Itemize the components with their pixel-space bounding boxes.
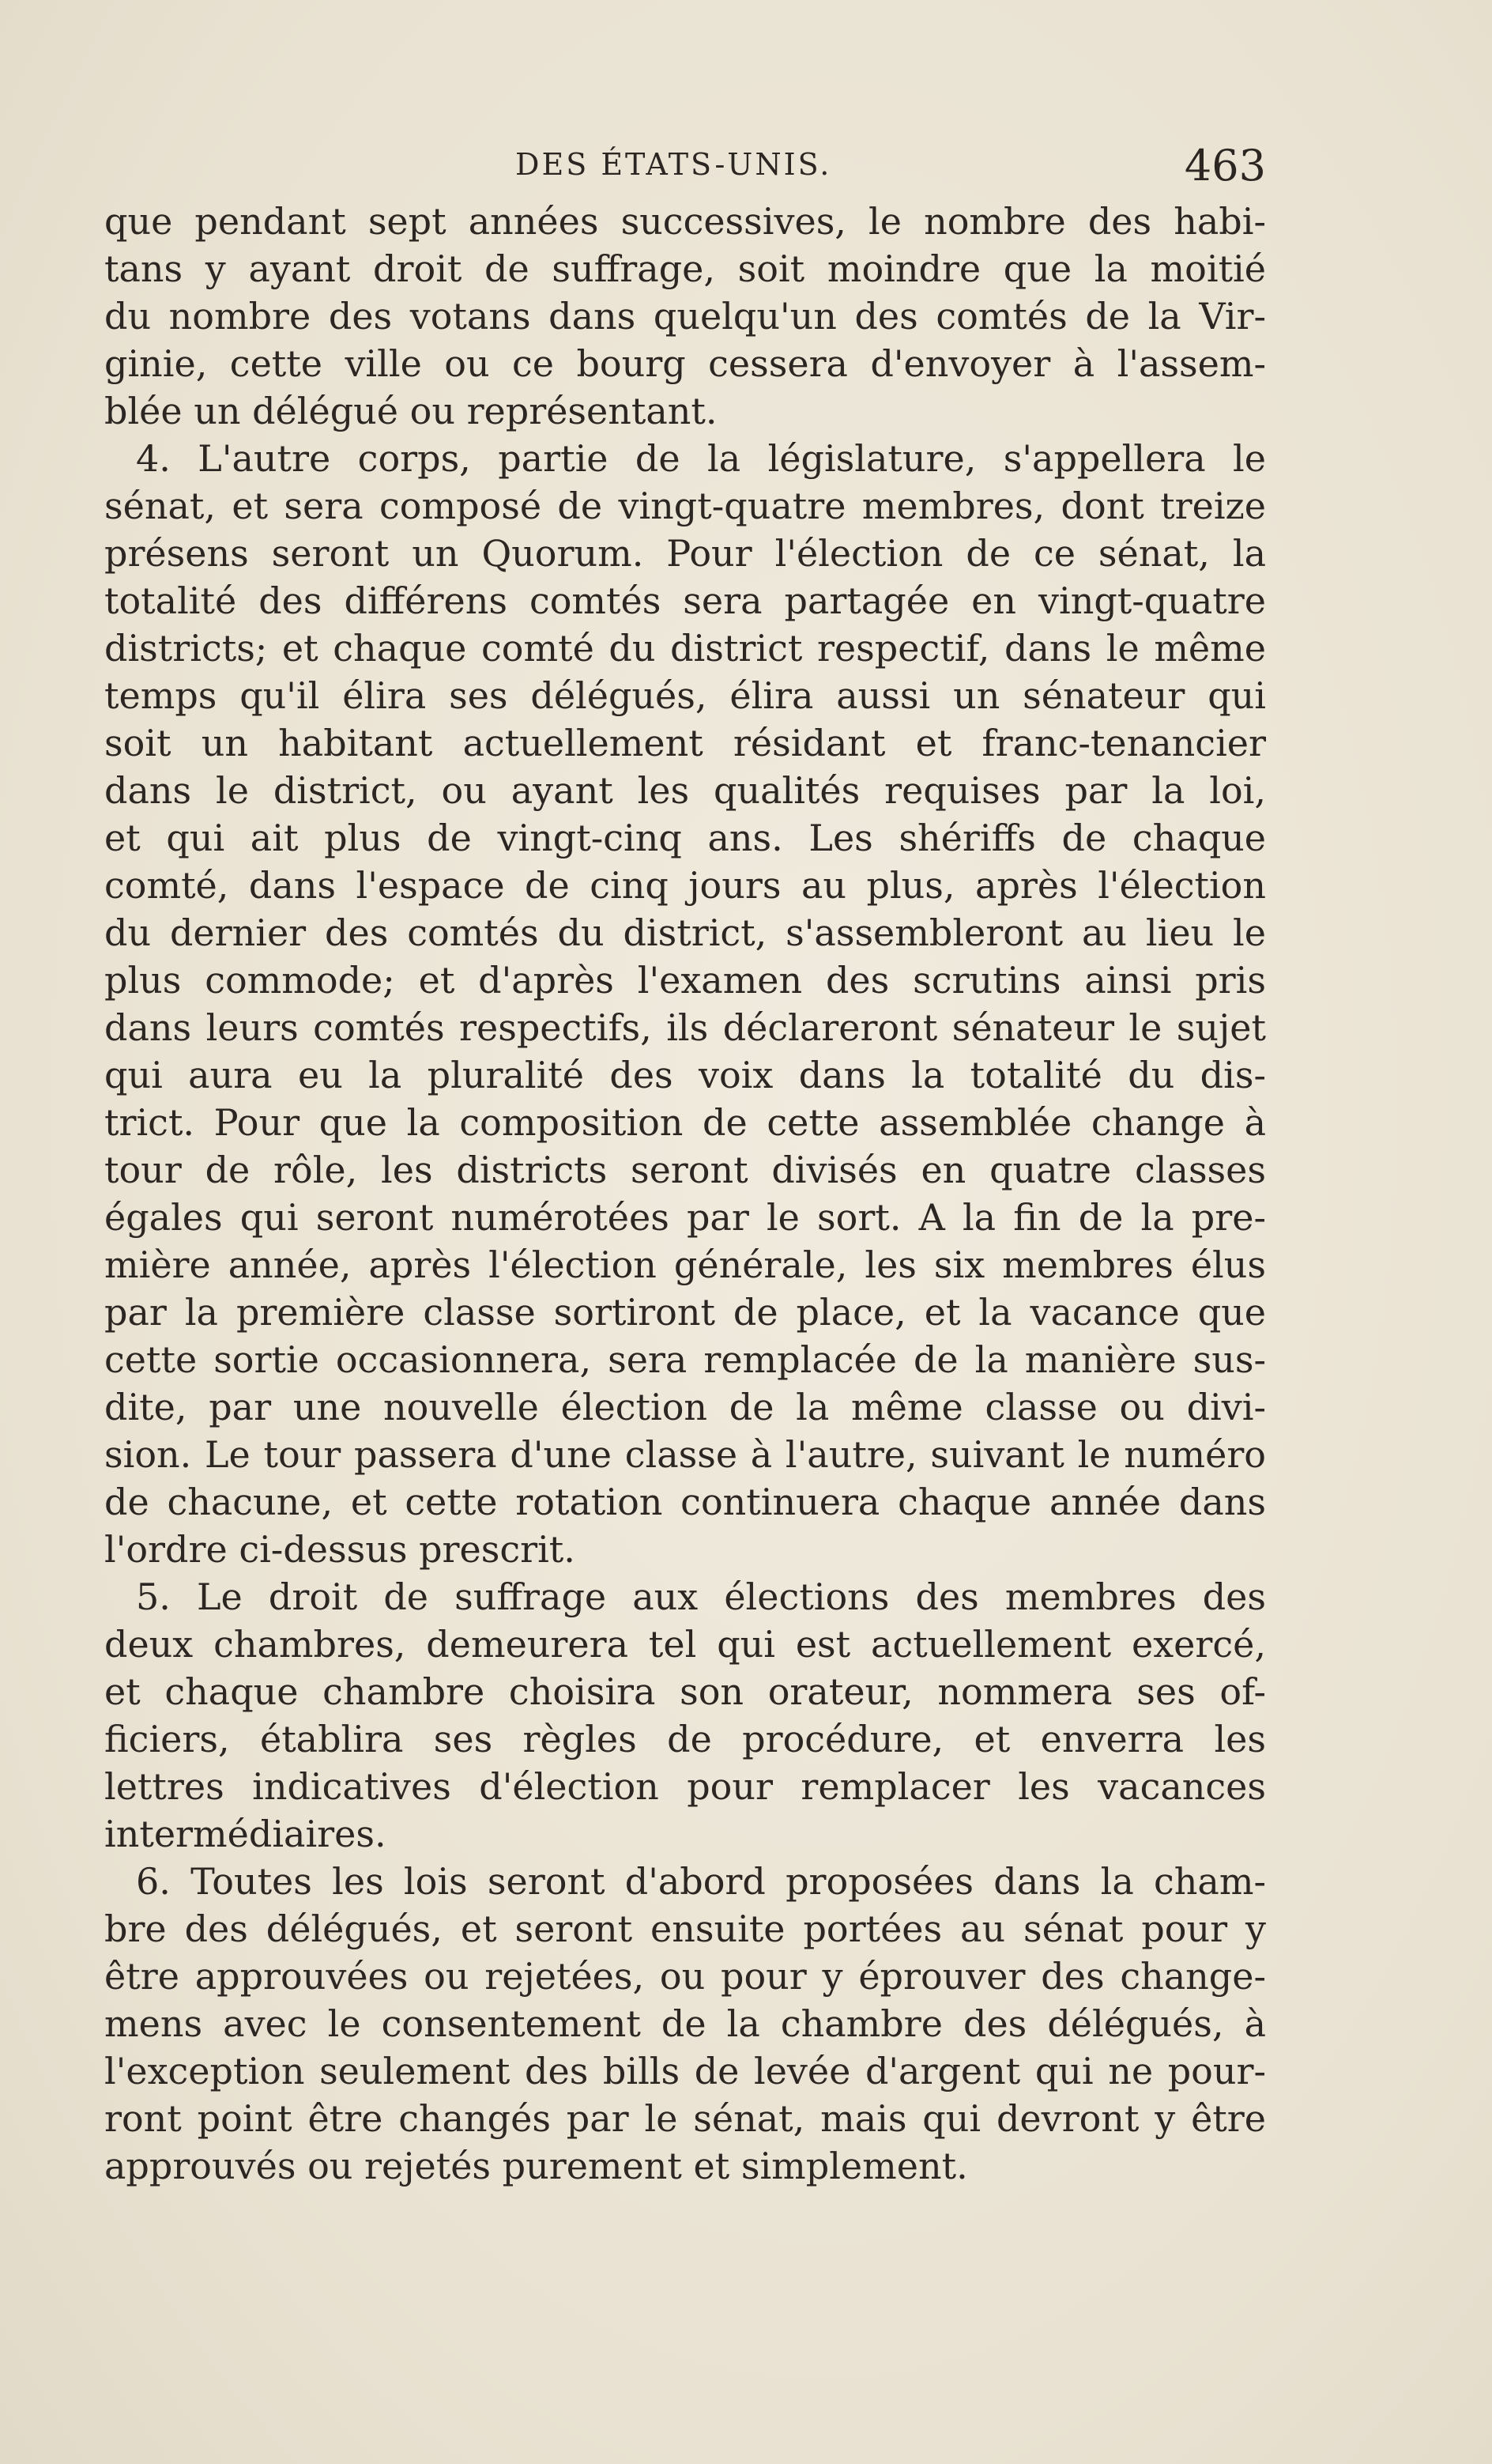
text-line: présens seront un Quorum. Pour l'élection de ce sénat, la <box>104 532 1266 575</box>
running-head: DES ÉTATS-UNIS. <box>515 147 832 182</box>
text-line: blée un délégué ou représentant. <box>104 390 718 432</box>
text-line: mière année, après l'élection générale, les six membres élus <box>104 1243 1266 1286</box>
text-line: ficiers, établira ses règles de procédure, et enverra les <box>104 1718 1266 1760</box>
text-line: dans le district, ou ayant les qualités requises par la loi, <box>104 769 1266 812</box>
text-line: mens avec le consentement de la chambre des délégués, à <box>104 2002 1266 2045</box>
text-line: temps qu'il élira ses délégués, élira aussi un sénateur qui <box>104 674 1266 717</box>
text-line: l'ordre ci-dessus prescrit. <box>104 1528 575 1571</box>
text-line: trict. Pour que la composition de cette assemblée change à <box>104 1101 1266 1144</box>
text-line: 6. Toutes les lois seront d'abord proposées dans la cham- <box>136 1860 1266 1903</box>
text-line: ront point être changés par le sénat, mais qui devront y être <box>104 2097 1266 2140</box>
text-line: tans y ayant droit de suffrage, soit moindre que la moitié <box>104 247 1266 290</box>
text-line: deux chambres, demeurera tel qui est actuellement exercé, <box>104 1623 1266 1666</box>
text-line: dans leurs comtés respectifs, ils déclareront sénateur le sujet <box>104 1006 1266 1049</box>
text-line: soit un habitant actuellement résidant et franc-tenancier <box>104 722 1266 764</box>
text-line: 4. L'autre corps, partie de la législature, s'appellera le <box>136 437 1266 480</box>
text-line: lettres indicatives d'élection pour remplacer les vacances <box>104 1765 1266 1808</box>
text-line: dite, par une nouvelle élection de la même classe ou divi- <box>104 1386 1266 1428</box>
page-number: 463 <box>1184 141 1266 191</box>
text-line: que pendant sept années successives, le nombre des habi- <box>104 200 1266 243</box>
text-line: de chacune, et cette rotation continuera chaque année dans <box>104 1481 1266 1523</box>
page-header <box>104 141 1266 196</box>
text-line: bre des délégués, et seront ensuite portées au sénat pour y <box>104 1907 1266 1950</box>
text-line: districts; et chaque comté du district respectif, dans le même <box>104 627 1266 670</box>
text-line: par la première classe sortiront de place, et la vacance que <box>104 1291 1266 1334</box>
text-line: sénat, et sera composé de vingt-quatre membres, dont treize <box>104 485 1266 527</box>
text-line: qui aura eu la pluralité des voix dans la totalité du dis- <box>104 1054 1266 1096</box>
text-line: et qui ait plus de vingt-cinq ans. Les shériffs de chaque <box>104 817 1266 859</box>
text-line: être approuvées ou rejetées, ou pour y éprouver des change- <box>104 1955 1266 1998</box>
text-line: du dernier des comtés du district, s'assembleront au lieu le <box>104 911 1266 954</box>
text-line: l'exception seulement des bills de levée d'argent qui ne pour- <box>104 2050 1266 2092</box>
text-line: plus commode; et d'après l'examen des scrutins ainsi pris <box>104 959 1266 1002</box>
text-line: tour de rôle, les districts seront divisés en quatre classes <box>104 1149 1266 1191</box>
text-line: approuvés ou rejetés purement et simplement. <box>104 2145 968 2187</box>
text-line: sion. Le tour passera d'une classe à l'autre, suivant le numéro <box>104 1433 1266 1476</box>
text-line: intermédiaires. <box>104 1813 386 1855</box>
text-line: 5. Le droit de suffrage aux élections des membres des <box>136 1575 1266 1618</box>
text-line: totalité des différens comtés sera partagée en vingt-quatre <box>104 579 1266 622</box>
text-line: comté, dans l'espace de cinq jours au plus, après l'élection <box>104 864 1266 907</box>
text-line: et chaque chambre choisira son orateur, nommera ses of- <box>104 1670 1266 1713</box>
text-line: du nombre des votans dans quelqu'un des comtés de la Vir- <box>104 295 1266 338</box>
body-text <box>104 198 1266 2190</box>
text-line: ginie, cette ville ou ce bourg cessera d'envoyer à l'assem- <box>104 342 1266 385</box>
text-line: égales qui seront numérotées par le sort. A la fin de la pre- <box>104 1196 1266 1239</box>
text-line: cette sortie occasionnera, sera remplacée de la manière sus- <box>104 1338 1266 1381</box>
